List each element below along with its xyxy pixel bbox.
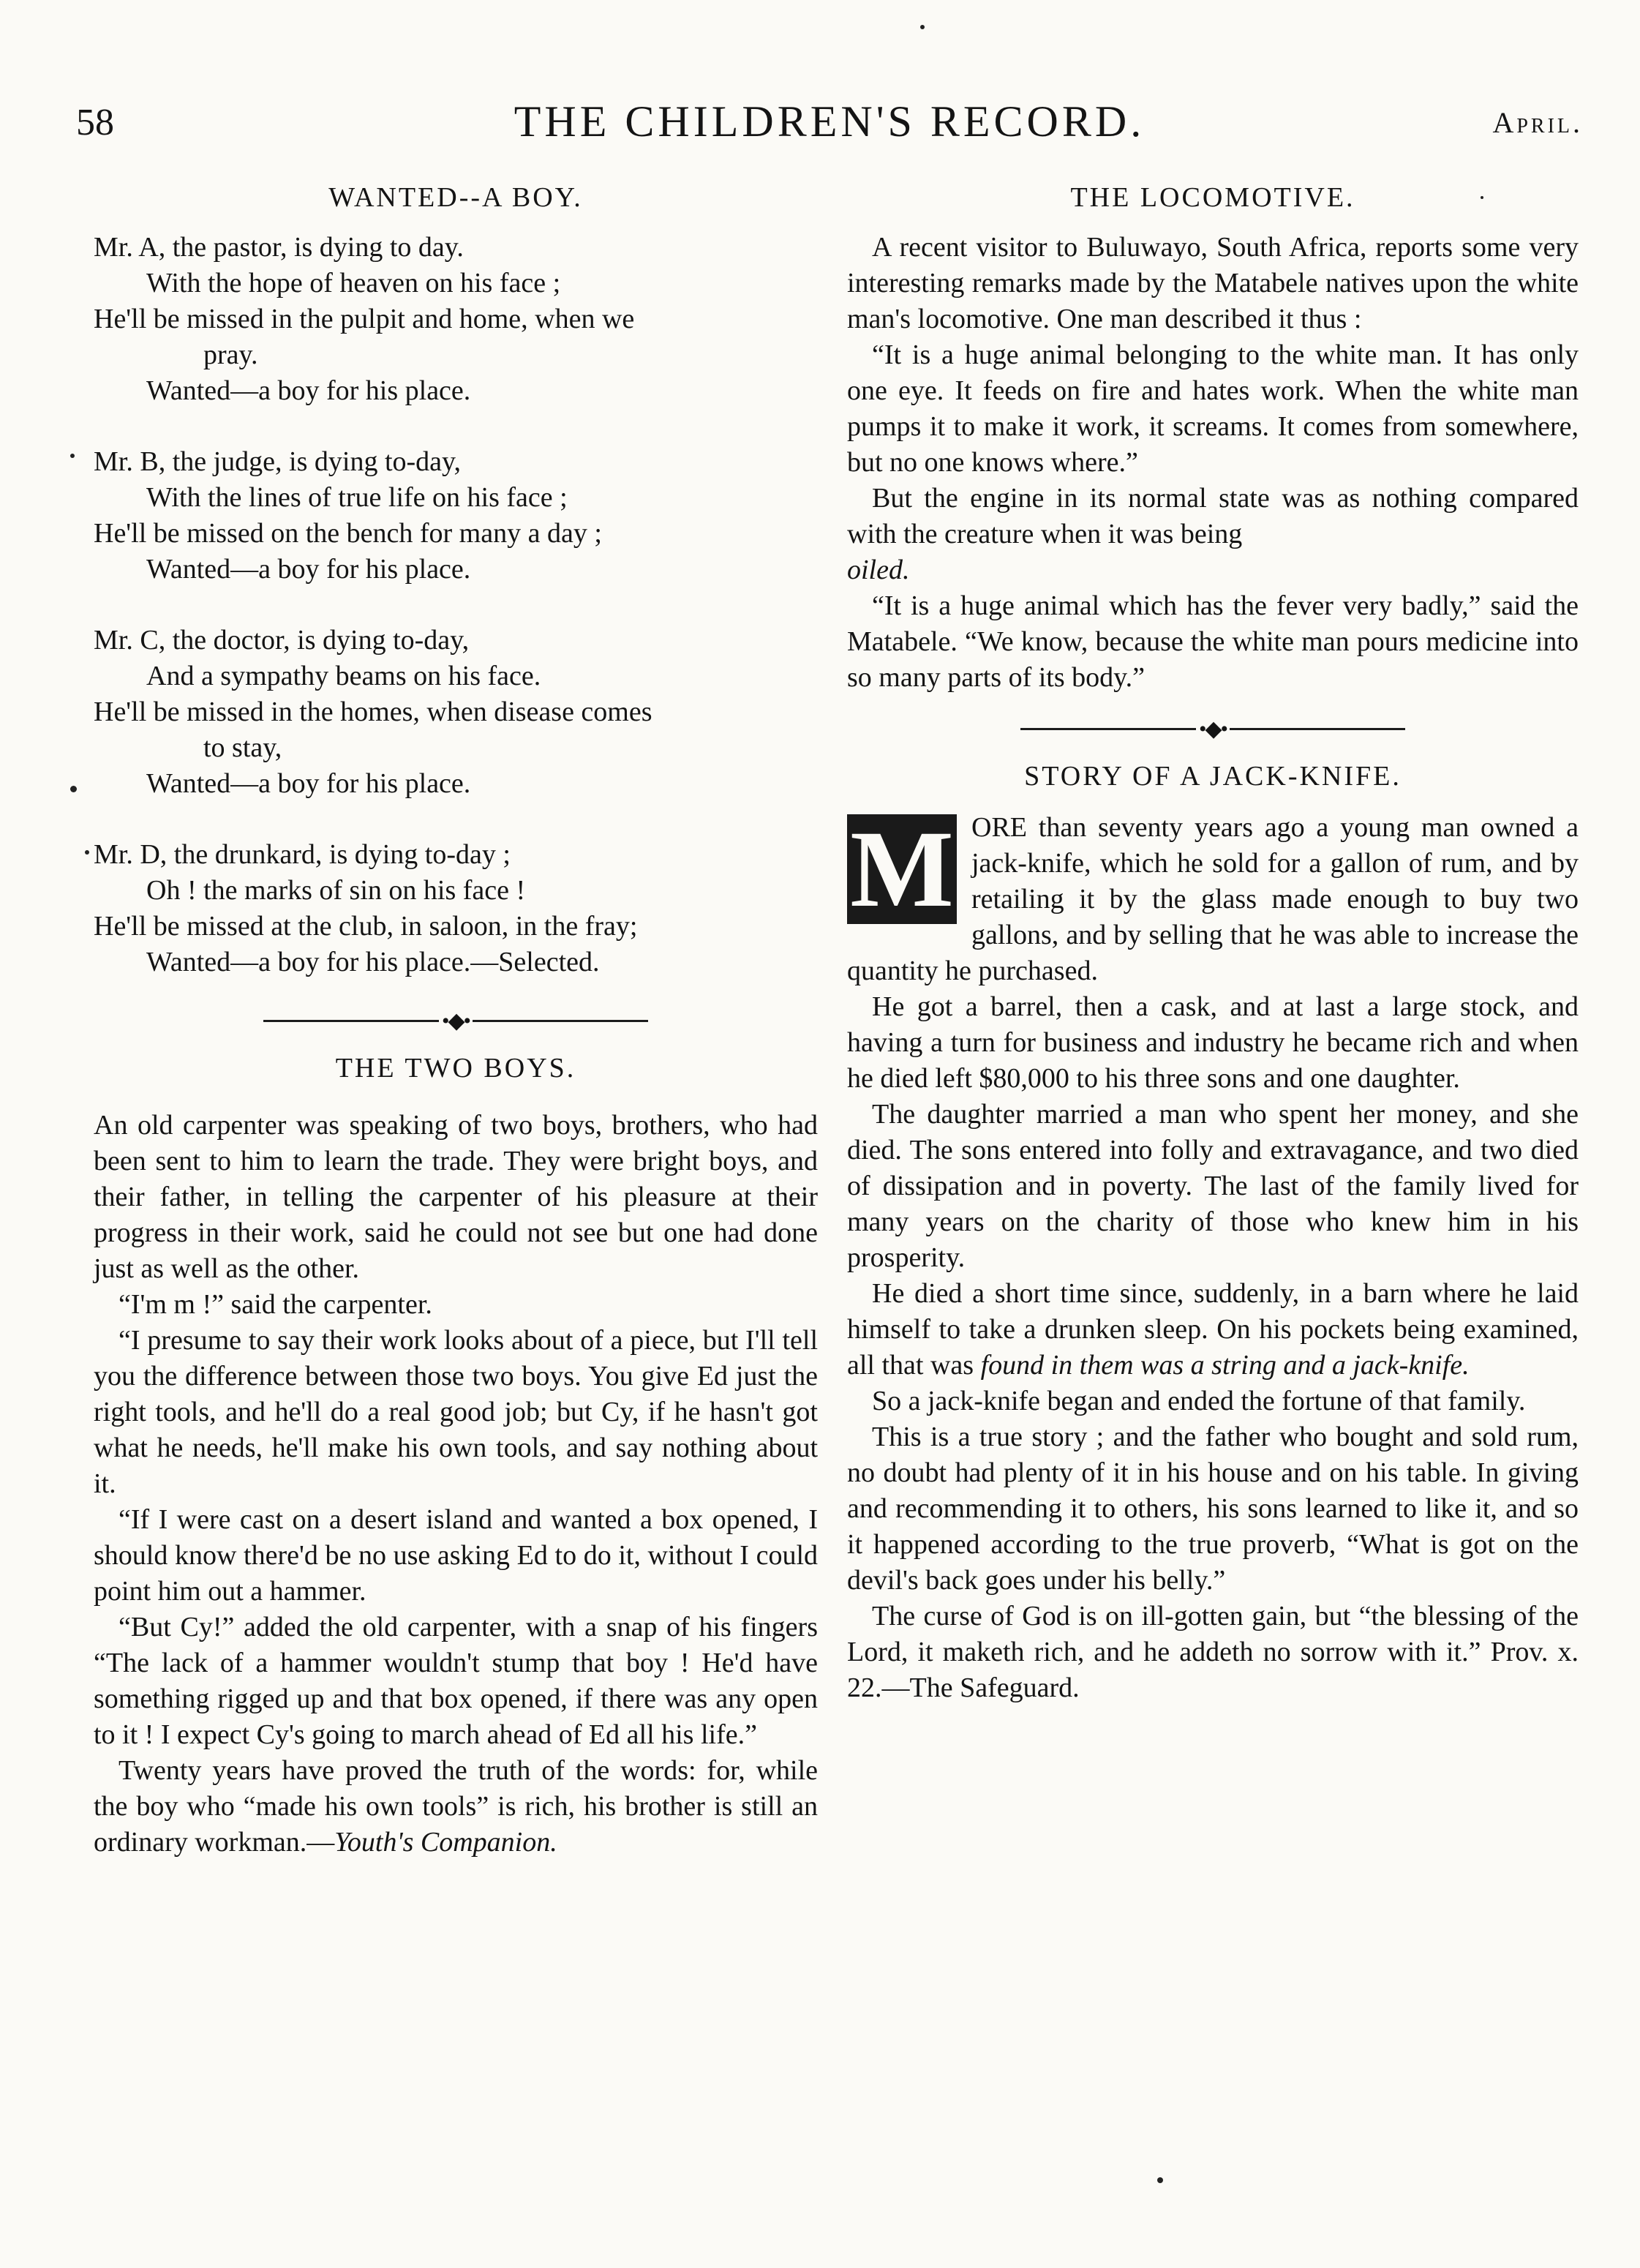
drop-cap-letter: M (847, 814, 957, 924)
two-boys-title: THE TWO BOYS. (335, 1053, 576, 1084)
divider-rule (263, 1020, 439, 1022)
italic-phrase: found in them was a string and a jack-knife. (980, 1350, 1470, 1381)
divider-ornament-icon: •◆• (441, 1008, 470, 1033)
speck-mark (70, 454, 75, 458)
poem-stanza (94, 623, 818, 802)
poem-line: Mr. D, the drunkard, is dying to-day ; (94, 839, 511, 870)
paragraph: “If I were cast on a desert island and wanted a box opened, I should know there'd be no use asking Ed to do it, without I could point him out a hammer. (94, 1504, 818, 1607)
poem-line: Wanted—a boy for his place. (146, 554, 471, 585)
poem-stanza (94, 444, 818, 587)
publication-title: THE CHILDREN'S RECORD. (514, 97, 1146, 146)
poem (94, 230, 818, 980)
poem-line: Wanted—a boy for his place. (146, 768, 471, 799)
speck-mark (1157, 2177, 1163, 2183)
poem-line: With the hope of heaven on his face ; (146, 268, 561, 298)
paragraph: This is a true story ; and the father who bought and sold rum, no doubt had plenty of it in his house and on his table. In giving and recommending it to others, his sons learned to like it, and so it happened according to the true proverb, “What is got on the devil's back goes under his belly.” (847, 1422, 1579, 1596)
paragraph: He got a barrel, then a cask, and at last a large stock, and having a turn for business and industry he became rich and when he died left $80,000 to his three sons and one daughter. (847, 991, 1579, 1094)
poem-line: He'll be missed on the bench for many a day ; (94, 518, 602, 549)
poem-line: With the lines of true life on his face ; (146, 482, 568, 513)
speck-mark (70, 786, 77, 792)
locomotive-title: THE LOCOMOTIVE. (1070, 182, 1355, 213)
right-column (847, 176, 1579, 2151)
paragraph: “I'm m !” said the carpenter. (119, 1289, 432, 1320)
speck-mark (85, 850, 89, 855)
section-divider (847, 703, 1579, 754)
poem-line: He'll be missed in the homes, when disease comes (94, 696, 652, 727)
paragraph-with-source (94, 1753, 818, 1860)
poem-stanza (94, 230, 818, 409)
jack-knife-article (847, 810, 1579, 1706)
paragraph: “It is a huge animal which has the fever very badly,” said the Matabele. “We know, because the white man pours medicine into so many parts of its body.” (847, 590, 1579, 693)
divider-rule (1020, 728, 1196, 730)
paragraph: “But Cy!” added the old carpenter, with a snap of his fingers “The lack of a hammer wouldn't stump that boy ! He'd have something rigged up and that box opened, if there was any open to it ! I expect Cy's going to march ahead of Ed all his life.” (94, 1612, 818, 1750)
poem-line: Wanted—a boy for his place.—Selected. (146, 947, 600, 977)
paragraph: “It is a huge animal belonging to the white man. It has only one eye. It feeds on fire and hates work. When the white man pumps it to make it work, it screams. It comes from somewhere, but no one knows where.” (847, 339, 1579, 478)
locomotive-article (847, 230, 1579, 696)
left-column (94, 176, 818, 2151)
paragraph: The curse of God is on ill-gotten gain, but “the blessing of the Lord, it maketh rich, and he addeth no sorrow with it.” Prov. x. 22.—The Safeguard. (847, 1601, 1579, 1703)
poem-line: He'll be missed in the pulpit and home, when we (94, 304, 635, 334)
paragraph: The daughter married a man who spent her money, and she died. The sons entered into folly and extravagance, and two died of dissipation and in poverty. The last of the family lived for many years on the charity of those who knew him in his prosperity. (847, 1099, 1579, 1273)
divider-rule (473, 1020, 648, 1022)
paragraph: “I presume to say their work looks about of a piece, but I'll tell you the difference between those two boys. You give Ed just the right tools, and he'll do a real good job; but Cy, if he hasn't got what he needs, he'll make his own tools, and say nothing about it. (94, 1325, 818, 1499)
section-divider (94, 995, 818, 1046)
two-boys-article (94, 1108, 818, 1860)
poem-line: Oh ! the marks of sin on his face ! (146, 875, 526, 906)
paragraph: So a jack-knife began and ended the fortune of that family. (872, 1386, 1526, 1416)
poem-title: WANTED--A BOY. (328, 182, 583, 213)
poem-line: And a sympathy beams on his face. (146, 661, 541, 691)
poem-line: pray. (203, 339, 258, 370)
poem-line: Mr. A, the pastor, is dying to day. (94, 232, 464, 263)
poem-line: Wanted—a boy for his place. (146, 375, 471, 406)
source-credit: Youth's Companion. (334, 1827, 557, 1858)
paragraph-with-italic (847, 1276, 1579, 1383)
jack-knife-title: STORY OF A JACK-KNIFE. (1024, 761, 1402, 792)
paragraph-text: Twenty years have proved the truth of the words: for, while the boy who “made his own tools” is rich, his brother is still an ordinary workman.— (94, 1755, 818, 1858)
paragraph: But the engine in its normal state was as nothing compared with the creature when it was being (847, 483, 1579, 549)
divider-rule (1230, 728, 1405, 730)
poem-line: to stay, (203, 732, 282, 763)
opening-word: ORE (971, 812, 1027, 843)
poem-line: Mr. B, the judge, is dying to-day, (94, 446, 462, 477)
poem-line: Mr. C, the doctor, is dying to-day, (94, 625, 470, 656)
paragraph: A recent visitor to Buluwayo, South Africa, reports some very interesting remarks made by the Matabele natives upon the white man's locomotive. One man described it thus : (847, 232, 1579, 334)
speck-mark (920, 25, 925, 29)
issue-month: April. (1492, 106, 1583, 139)
paragraph: An old carpenter was speaking of two boys, brothers, who had been sent to him to learn the trade. They were bright boys, and their father, in telling the carpenter of his pleasure at their progress in their work, said he could not see but one had done just as well as the other. (94, 1110, 818, 1284)
opening-text: than seventy years ago a young man owned a jack-knife, which he sold for a gallon of rum, and by retailing it by the glass made enough to buy two gallons, and by selling that he was able to increase the quantity he purchased. (847, 812, 1579, 986)
opening-paragraph (847, 810, 1579, 989)
page-header (76, 97, 1583, 167)
divider-ornament-icon: •◆• (1198, 716, 1227, 741)
italic-word: oiled. (847, 555, 910, 585)
poem-stanza (94, 837, 818, 980)
paragraph-text: He died a short time since, suddenly, in a barn where he laid himself to take a drunken sleep. On his pockets being examined, all that was (847, 1278, 1579, 1381)
poem-line: He'll be missed at the club, in saloon, in the fray; (94, 911, 638, 942)
page-number: 58 (76, 102, 114, 143)
